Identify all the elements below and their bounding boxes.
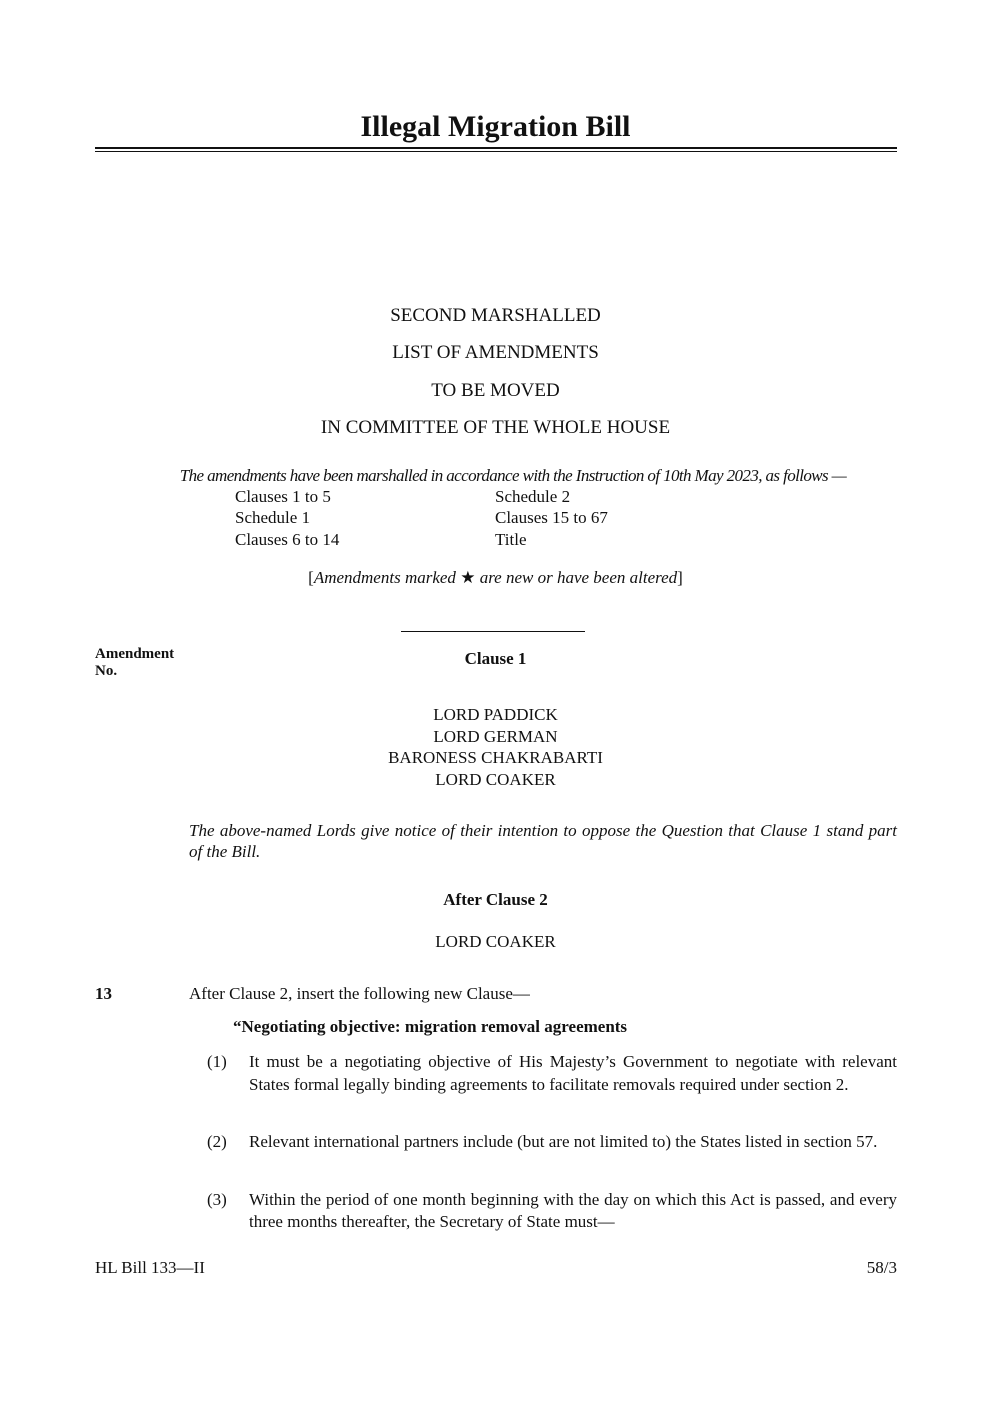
- star-note: [0, 567, 991, 589]
- new-clause-title: “Negotiating objective: migration removal agreements: [233, 1017, 628, 1036]
- title-rule-top: [95, 147, 897, 149]
- subsection-number: (2): [207, 1132, 227, 1151]
- marshalled-intro: The amendments have been marshalled in accordance with the Instruction of 10th May 2023, as follows —: [179, 466, 847, 485]
- subsection-text: It must be a negotiating objective of His Majesty’s Government to negotiate with relevant States formal legally binding agreements to facilitate removals required under section 2.: [249, 1052, 897, 1094]
- subsection-number: (3): [207, 1190, 227, 1209]
- footer-page-ref: 58/3: [866, 1258, 897, 1277]
- lord-name: LORD PADDICK: [433, 705, 558, 724]
- footer-bill-number: HL Bill 133—II: [95, 1258, 205, 1277]
- bracket: ]: [677, 568, 683, 587]
- marshalled-item: Clauses 1 to 5: [235, 487, 331, 506]
- lord-name: BARONESS CHAKRABARTI: [388, 748, 603, 767]
- amendment-instruction: After Clause 2, insert the following new Clause—: [189, 984, 530, 1003]
- label-line: No.: [95, 663, 118, 679]
- amendment-number: 13: [95, 984, 112, 1003]
- marshalled-item: Schedule 1: [235, 508, 311, 527]
- bill-title: Illegal Migration Bill: [360, 110, 631, 143]
- star-icon: ★: [460, 568, 476, 587]
- marshalled-item: Clauses 6 to 14: [235, 530, 340, 549]
- clause-heading: After Clause 2: [443, 890, 548, 909]
- subsection-text: Relevant international partners include (but are not limited to) the States listed in section 57.: [249, 1132, 878, 1151]
- heading-line: IN COMMITTEE OF THE WHOLE HOUSE: [320, 417, 671, 438]
- marshalled-item: Title: [495, 530, 527, 549]
- opposition-notice: The above-named Lords give notice of their intention to oppose the Question that Clause 1 stand part of the Bill.: [189, 821, 897, 861]
- lord-name: LORD COAKER: [435, 770, 556, 789]
- clause-heading: Clause 1: [464, 649, 527, 668]
- heading-line: SECOND MARSHALLED: [390, 305, 601, 326]
- star-note-text: Amendments marked: [313, 568, 461, 587]
- label-line: Amendment: [95, 646, 175, 662]
- heading-line: LIST OF AMENDMENTS: [392, 342, 599, 363]
- marshalled-item: Schedule 2: [495, 487, 571, 506]
- lord-name: LORD GERMAN: [433, 727, 558, 746]
- subsection-number: (1): [207, 1052, 227, 1071]
- bracket: [: [308, 568, 314, 587]
- section-divider: [401, 631, 585, 632]
- marshalled-item: Clauses 15 to 67: [495, 508, 608, 527]
- title-rule-bottom: [95, 151, 897, 152]
- subsection-text: Within the period of one month beginning with the day on which this Act is passed, and every three months thereafter, the Secretary of State must—: [249, 1190, 897, 1231]
- lord-name: LORD COAKER: [435, 932, 556, 951]
- star-note-text: are new or have been altered: [475, 568, 678, 587]
- heading-line: TO BE MOVED: [431, 380, 560, 401]
